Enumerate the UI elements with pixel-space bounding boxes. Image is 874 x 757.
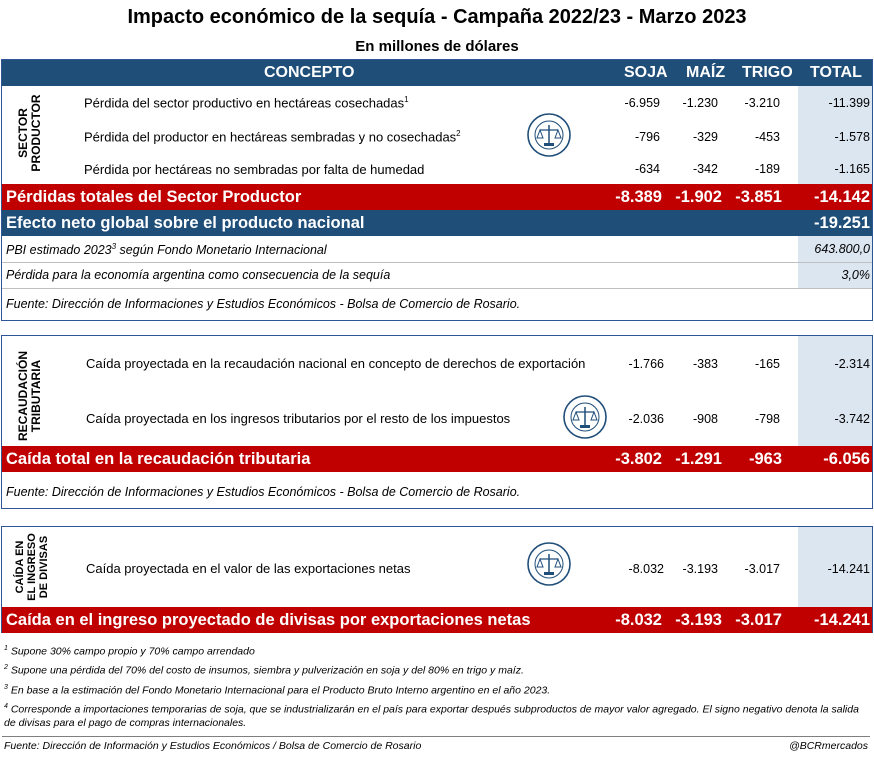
value-soja: -1.766 <box>628 357 664 371</box>
header-trigo: TRIGO <box>742 64 793 81</box>
header-concepto: CONCEPTO <box>264 64 355 81</box>
pbi-row: PBI estimado 2023$^3$ según Fondo Monetario Internacional 643.800,0 <box>6 242 870 258</box>
report-subtitle: En millones de dólares <box>355 38 519 55</box>
total-row-recaudacion <box>2 446 872 472</box>
total-soja: -3.802 <box>615 450 662 468</box>
efecto-neto-label: Efecto neto global sobre el producto nacional <box>6 214 365 232</box>
value-maiz: -3.193 <box>682 562 718 576</box>
footnote: $^3$ En base a la estimación del Fondo Monetario Internacional para el Producto Bruto Interno argentino en el año 2023. <box>4 684 551 697</box>
source-row <box>2 288 872 320</box>
source-text: Fuente: Dirección de Informaciones y Estudios Económicos - Bolsa de Comercio de Rosario. <box>6 297 521 311</box>
value-trigo: -453 <box>754 130 780 144</box>
value-soja: -8.032 <box>628 562 664 576</box>
row-label: Caída proyectada en los ingresos tributarios por el resto de los impuestos <box>86 411 511 426</box>
total-total: -14.241 <box>814 611 870 629</box>
value-total: -14.241 <box>827 562 870 576</box>
perdida-value: 3,0% <box>841 268 870 282</box>
column-header-row <box>2 60 872 86</box>
table-row <box>2 154 872 184</box>
total-row-sector-productor <box>2 184 872 210</box>
perdida-label: Pérdida para la economía argentina como consecuencia de la sequía <box>6 268 391 282</box>
footer-source: Fuente: Dirección de Información y Estudios Económicos / Bolsa de Comercio de Rosario <box>4 740 422 752</box>
value-trigo: -3.017 <box>744 562 780 576</box>
value-total: -11.399 <box>828 96 870 110</box>
footnote: $^4$ Corresponde a importaciones temporarias de soja, que se industrializarán en el país para exportar después subproductos de mayor valor agregado. El signo negativo denota la salida de divisas para el pago de compras internacionales. <box>4 703 859 729</box>
row-label: Caída proyectada en el valor de las exportaciones netas <box>86 561 411 576</box>
footer-handle: @BCRmercados <box>789 740 868 752</box>
row-label: Pérdida del productor en hectáreas sembradas y no cosechadas <box>84 129 457 145</box>
side-label-divisas: CAÍDA EN EL INGRESO DE DIVISAS <box>14 533 50 601</box>
total-total: -6.056 <box>823 450 870 468</box>
total-row-label: Pérdidas totales del Sector Productor <box>6 188 302 206</box>
total-row-label: Caída total en la recaudación tributaria <box>6 450 311 468</box>
header-total: TOTAL <box>810 64 862 81</box>
efecto-neto-total: -19.251 <box>814 214 870 232</box>
side-label-recaudacion: RECAUDACIÓN TRIBUTARIA <box>16 351 43 441</box>
total-soja: -8.389 <box>615 188 662 206</box>
value-maiz: -908 <box>692 412 718 426</box>
value-maiz: -1.230 <box>682 96 718 110</box>
total-maiz: -3.193 <box>675 611 722 629</box>
row-label: Pérdida por hectáreas no sembradas por falta de humedad <box>84 162 425 177</box>
table-row <box>2 527 872 607</box>
total-maiz: -1.902 <box>675 188 722 206</box>
value-trigo: -189 <box>754 162 780 176</box>
total-trigo: -3.017 <box>735 611 782 629</box>
value-soja: -6.959 <box>624 96 660 110</box>
table-row <box>2 392 872 446</box>
value-soja: -2.036 <box>628 412 664 426</box>
footnote: $^1$ Supone 30% campo propio y 70% campo arrendado <box>4 645 255 658</box>
total-row-label: Caída en el ingreso proyectado de divisas por exportaciones netas <box>6 611 531 629</box>
pbi-value: 643.800,0 <box>814 242 870 256</box>
footnote: $^2$ Supone una pérdida del 70% del costo de insumos, siembra y pulverización en soja y del 80% en trigo y maíz. <box>4 664 524 677</box>
total-row-divisas <box>2 607 872 633</box>
table-row: Pérdida del sector productivo en hectáreas cosechadas$^1$ -6.959 -1.230 -3.210 -11.399 <box>84 95 870 111</box>
perdida-economia-row <box>2 262 872 288</box>
efecto-neto-row <box>2 210 872 236</box>
value-soja: -634 <box>634 162 660 176</box>
value-trigo: -165 <box>754 357 780 371</box>
table-row: Pérdida del productor en hectáreas sembradas y no cosechadas$^2$ -796 -329 -453 -1.578 <box>84 129 870 145</box>
total-maiz: -1.291 <box>675 450 722 468</box>
value-total: -2.314 <box>834 357 870 371</box>
row-label: Caída proyectada en la recaudación nacional en concepto de derechos de exportación <box>86 356 586 371</box>
pbi-label: PBI estimado 2023 <box>6 243 112 258</box>
value-maiz: -383 <box>692 357 718 371</box>
value-soja: -796 <box>634 130 660 144</box>
value-total: -3.742 <box>834 412 870 426</box>
value-total: -1.578 <box>834 130 870 144</box>
value-maiz: -342 <box>692 162 718 176</box>
section-divisas <box>1 526 873 633</box>
total-soja: -8.032 <box>615 611 662 629</box>
table-row <box>2 336 872 392</box>
row-label: Pérdida del sector productivo en hectáreas cosechadas <box>84 95 405 111</box>
value-maiz: -329 <box>692 130 718 144</box>
total-trigo: -963 <box>748 450 782 468</box>
value-trigo: -3.210 <box>744 96 780 110</box>
section-recaudacion <box>1 335 873 509</box>
value-trigo: -798 <box>754 412 780 426</box>
header-maiz: MAÍZ <box>686 64 726 81</box>
source-row <box>2 472 872 508</box>
side-label-sector-productor: SECTOR PRODUCTOR <box>16 94 43 172</box>
total-trigo: -3.851 <box>735 188 782 206</box>
section-sector-productor <box>1 59 873 321</box>
value-total: -1.165 <box>834 162 870 176</box>
source-text: Fuente: Dirección de Informaciones y Estudios Económicos - Bolsa de Comercio de Rosario. <box>6 485 521 499</box>
report-title: Impacto económico de la sequía - Campaña 2022/23 - Marzo 2023 <box>127 6 747 28</box>
total-total: -14.142 <box>814 188 870 206</box>
footer-divider <box>2 736 870 737</box>
header-soja: SOJA <box>624 64 668 81</box>
